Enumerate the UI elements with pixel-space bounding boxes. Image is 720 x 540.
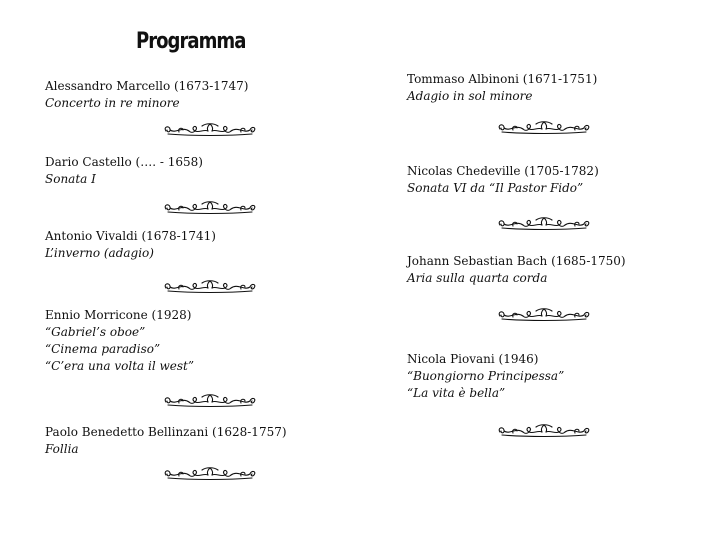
program-entry — [45, 78, 248, 112]
program-entry — [407, 163, 599, 197]
work-title: Adagio in sol minore — [407, 89, 533, 103]
work-title: Sonata I — [45, 172, 96, 186]
flourish-ornament-icon — [496, 424, 592, 438]
flourish-ornament-icon — [162, 394, 258, 408]
composer-name: Johann Sebastian Bach (1685-1750) — [407, 254, 626, 268]
composer-name: Alessandro Marcello (1673-1747) — [45, 79, 249, 93]
flourish-ornament-icon — [496, 121, 592, 135]
composer-name: Antonio Vivaldi (1678-1741) — [45, 229, 216, 243]
work-title: Concerto in re minore — [45, 96, 180, 110]
work-title: Aria sulla quarta corda — [407, 271, 548, 285]
program-entry — [407, 253, 626, 287]
flourish-ornament-icon — [162, 467, 258, 481]
work-title: “Cinema paradiso” — [45, 342, 161, 356]
flourish-ornament-icon — [162, 123, 258, 137]
composer-name: Tommaso Albinoni (1671-1751) — [407, 72, 598, 86]
flourish-ornament-icon — [496, 308, 592, 322]
program-entry — [45, 154, 203, 188]
flourish-ornament-icon — [162, 280, 258, 294]
program-entry — [45, 307, 194, 375]
work-title: L’inverno (adagio) — [45, 246, 154, 260]
composer-name: Nicola Piovani (1946) — [407, 352, 539, 366]
page-title: Programma — [136, 29, 246, 54]
program-entry — [45, 228, 216, 262]
work-title: “C’era una volta il west” — [45, 359, 194, 373]
composer-name: Dario Castello (…. - 1658) — [45, 155, 203, 169]
composer-name: Paolo Benedetto Bellinzani (1628-1757) — [45, 425, 287, 439]
program-entry — [45, 424, 287, 458]
composer-name: Nicolas Chedeville (1705-1782) — [407, 164, 599, 178]
work-title: “Buongiorno Principessa” — [407, 369, 565, 383]
work-title: “Gabriel’s oboe” — [45, 325, 146, 339]
flourish-ornament-icon — [162, 201, 258, 215]
program-entry — [407, 71, 597, 105]
flourish-ornament-icon — [496, 217, 592, 231]
work-title: Follia — [45, 442, 79, 456]
work-title: Sonata VI da “Il Pastor Fido” — [407, 181, 584, 195]
composer-name: Ennio Morricone (1928) — [45, 308, 192, 322]
work-title: “La vita è bella” — [407, 386, 506, 400]
program-entry — [407, 351, 564, 402]
